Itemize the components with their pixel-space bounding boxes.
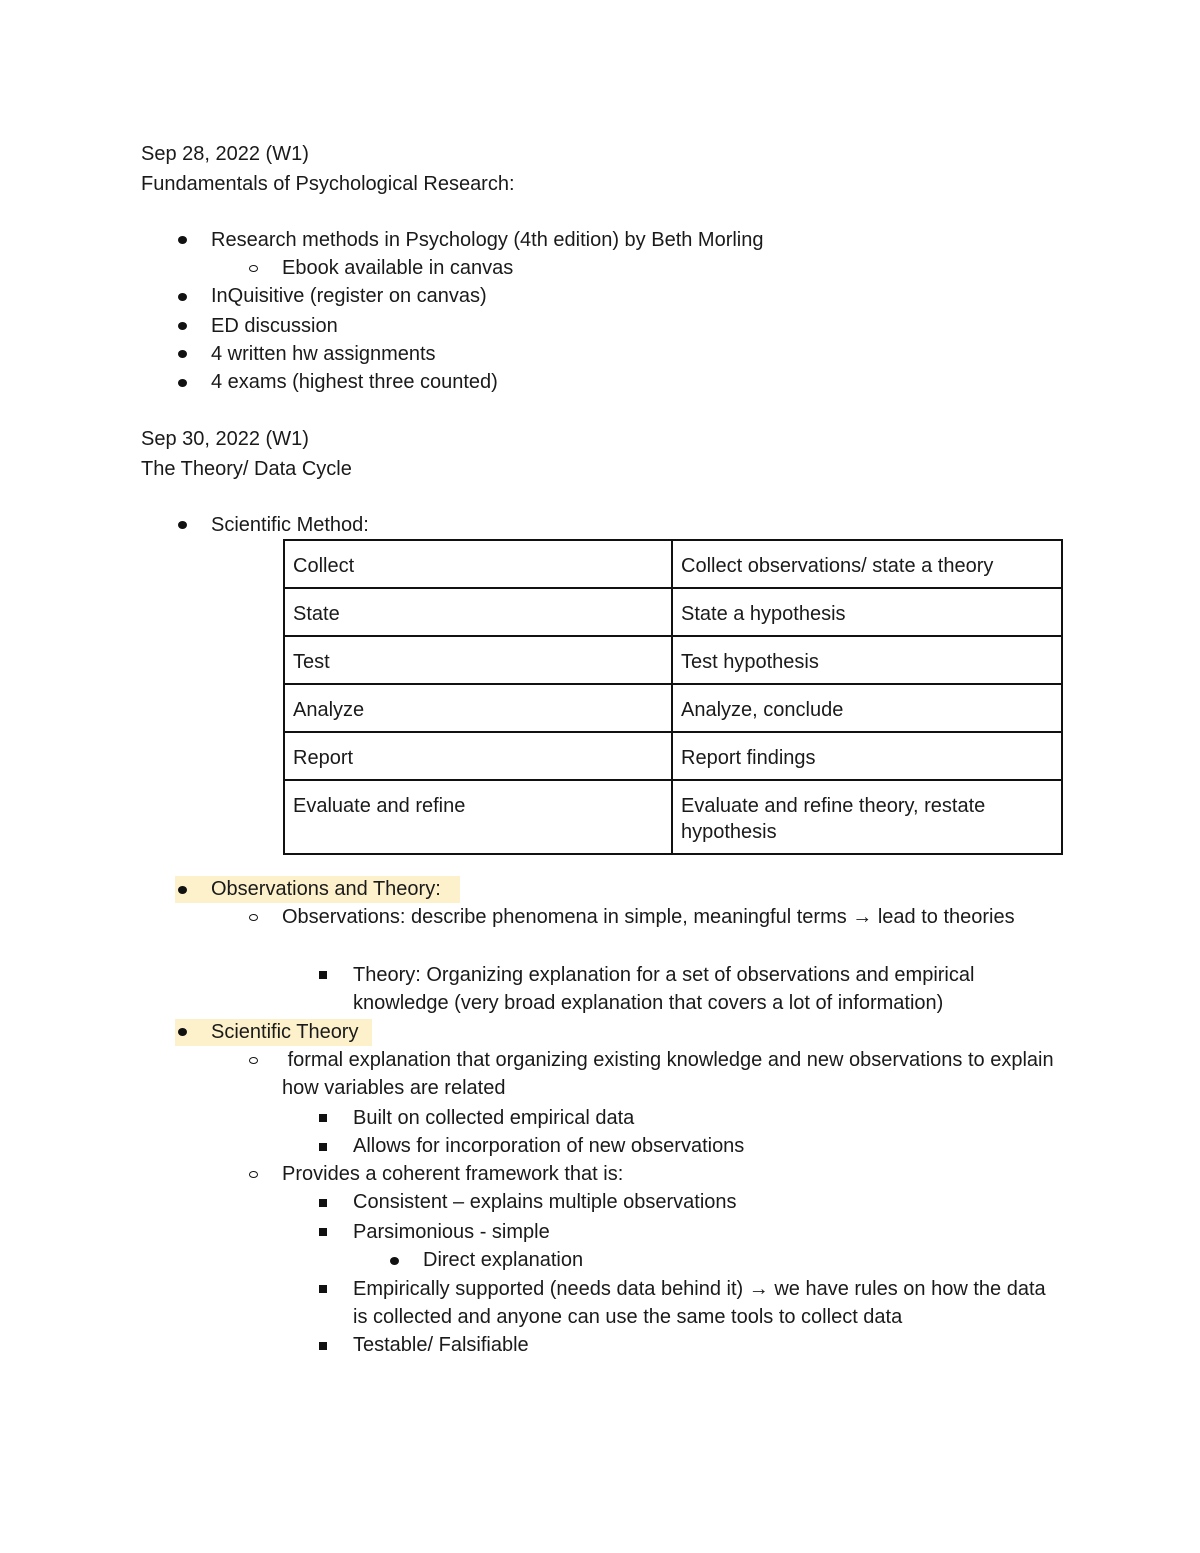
scientific-method-table (283, 539, 1063, 855)
method-label: Scientific Method: (211, 514, 369, 536)
bullet-disc-icon (178, 521, 187, 529)
bullet-square-icon (319, 1199, 327, 1207)
list-subitem: Allows for incorporation of new observations (353, 1135, 745, 1157)
bullet-disc-icon (178, 1028, 187, 1036)
table-row (284, 588, 1062, 636)
section1-title: Fundamentals of Psychological Research: (141, 173, 515, 195)
table-row (284, 780, 1062, 854)
table-row (284, 684, 1062, 732)
table-cell: Collect (284, 540, 672, 588)
bullet-disc-icon (178, 236, 187, 244)
bullet-circle-icon (249, 265, 258, 272)
list-item: 4 written hw assignments (211, 343, 436, 365)
table-cell: Evaluate and refine theory, restate hypothesis (672, 780, 1062, 854)
bullet-disc-icon (178, 322, 187, 330)
table-cell: Test (284, 636, 672, 684)
bullet-square-icon (319, 1285, 327, 1293)
table-row (284, 540, 1062, 588)
table-cell: Test hypothesis (672, 636, 1062, 684)
bullet-square-icon (319, 1143, 327, 1151)
section1-date: Sep 28, 2022 (W1) (141, 143, 309, 165)
bullet-square-icon (319, 1342, 327, 1350)
table-cell: Report (284, 732, 672, 780)
bullet-disc-icon (178, 293, 187, 301)
bullet-circle-icon (249, 1171, 258, 1178)
list-item: Research methods in Psychology (4th edition) by Beth Morling (211, 229, 764, 251)
list-item: InQuisitive (register on canvas) (211, 285, 487, 307)
table-row (284, 732, 1062, 780)
bullet-disc-icon (178, 886, 187, 894)
section2-title: The Theory/ Data Cycle (141, 458, 352, 480)
theory-definition: formal explanation that organizing existing knowledge and new observations to explain how variables are related (282, 1049, 1060, 1099)
list-item: 4 exams (highest three counted) (211, 371, 498, 393)
table-cell: Collect observations/ state a theory (672, 540, 1062, 588)
observations-text: Observations: describe phenomena in simple, meaningful terms → lead to theories (282, 906, 1015, 928)
section2-date: Sep 30, 2022 (W1) (141, 428, 309, 450)
list-subitem: Consistent – explains multiple observations (353, 1191, 737, 1213)
table-row (284, 636, 1062, 684)
bullet-circle-icon (249, 914, 258, 921)
table-cell: Report findings (672, 732, 1062, 780)
bullet-square-icon (319, 971, 327, 979)
bullet-disc-icon (178, 350, 187, 358)
bullet-disc-icon (178, 379, 187, 387)
table-cell: Evaluate and refine (284, 780, 672, 854)
list-subitem: Parsimonious - simple (353, 1221, 550, 1243)
table-cell: State (284, 588, 672, 636)
scientific-theory-heading: Scientific Theory (211, 1021, 359, 1043)
table-cell: State a hypothesis (672, 588, 1062, 636)
list-subitem: Empirically supported (needs data behind it) → we have rules on how the data is collected and anyone can use the same tools to collect data (353, 1278, 1046, 1328)
bullet-square-icon (319, 1114, 327, 1122)
list-subitem: Direct explanation (423, 1249, 584, 1271)
list-subitem: Ebook available in canvas (282, 257, 514, 279)
list-subitem: Built on collected empirical data (353, 1107, 635, 1129)
bullet-circle-icon (249, 1057, 258, 1064)
list-subitem: Testable/ Falsifiable (353, 1334, 529, 1356)
bullet-square-icon (319, 1228, 327, 1236)
framework-label: Provides a coherent framework that is: (282, 1163, 624, 1185)
theory-text: Theory: Organizing explanation for a set of observations and empirical knowledge (very broad explanation that covers a lot of information) (353, 964, 975, 1014)
bullet-disc-icon (390, 1257, 399, 1265)
table-cell: Analyze, conclude (672, 684, 1062, 732)
table-cell: Analyze (284, 684, 672, 732)
observations-heading: Observations and Theory: (211, 878, 441, 900)
list-item: ED discussion (211, 315, 338, 337)
